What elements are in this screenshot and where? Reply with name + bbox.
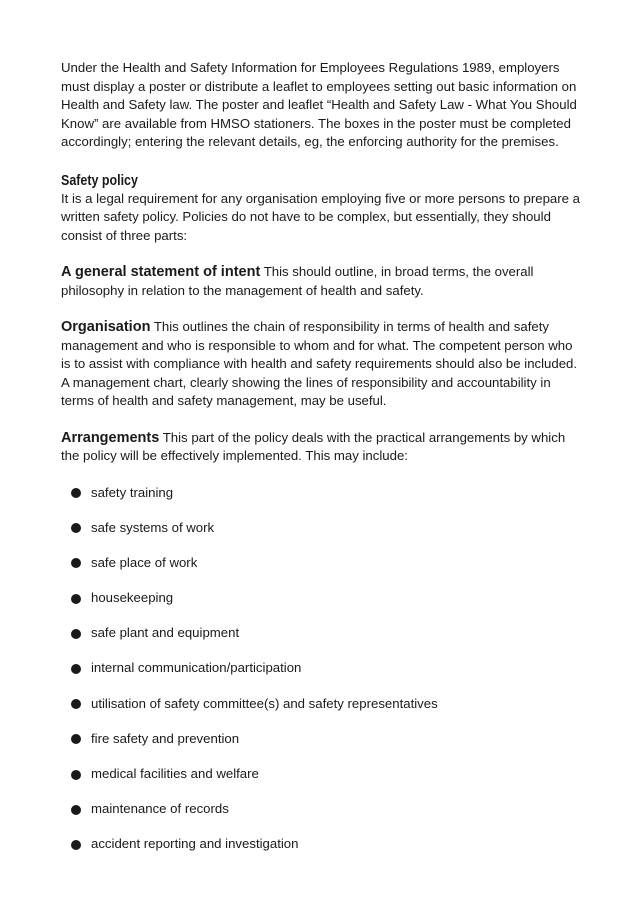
safety-policy-paragraph: It is a legal requirement for any organisation employing five or more persons to prepare a written safety policy. Policies do not have to be complex, but essentially, they should consist of three parts: — [61, 190, 580, 243]
bullet-icon — [71, 558, 81, 568]
list-item — [61, 554, 581, 572]
bullet-icon — [71, 734, 81, 744]
organisation-text: This outlines the chain of responsibility in terms of health and safety management and who is responsible to whom and for what. The competent person who is to assist with compliance with health and safety requirements should also be included. A management chart, clearly showing the lines of responsibility and accountability in terms of health and safety management, may be useful. — [61, 319, 578, 408]
bullet-icon — [71, 523, 81, 533]
list-item — [61, 624, 581, 642]
arrangements-text: This part of the policy deals with the practical arrangements by which the policy will be effectively implemented. This may include: — [61, 429, 566, 463]
arrangements-lead: Arrangements — [61, 429, 160, 446]
bullet-icon — [71, 699, 81, 709]
organisation-lead: Organisation — [61, 319, 151, 335]
list-item — [61, 835, 581, 853]
list-item — [61, 519, 581, 537]
bullet-icon — [71, 805, 81, 815]
list-item-label: accident reporting and investigation — [91, 836, 299, 852]
organisation-paragraph — [61, 318, 581, 411]
list-item-label: fire safety and prevention — [91, 730, 240, 746]
list-item-label: medical facilities and welfare — [91, 766, 259, 781]
list-item — [61, 589, 581, 607]
bullet-icon — [71, 664, 81, 674]
intro-paragraph: Under the Health and Safety Information for Employees Regulations 1989, employers must display a poster or distribute a leaflet to employees setting out basic information on Health and Safety law. The poster and leaflet “Health and Safety Law - What You Should Know” are available from HMSO stationers. The boxes in the poster must be completed accordingly; entering the relevant details, eg, the enforcing authority for the premises. — [61, 60, 577, 149]
document-page — [61, 59, 581, 853]
statement-of-intent-text: This should outline, in broad terms, the overall philosophy in relation to the management of health and safety. — [61, 264, 534, 298]
statement-of-intent-paragraph — [61, 263, 581, 300]
list-item-label: safe plant and equipment — [91, 625, 240, 641]
bullet-icon — [71, 594, 81, 604]
list-item-label: safe place of work — [91, 554, 198, 570]
arrangements-paragraph — [61, 429, 581, 466]
bullet-icon — [71, 770, 81, 780]
list-item — [61, 484, 581, 502]
arrangements-list — [61, 484, 581, 854]
list-item-label: safety training — [91, 484, 174, 500]
bullet-icon — [71, 629, 81, 639]
list-item-label: utilisation of safety committee(s) and safety representatives — [91, 695, 438, 711]
safety-policy-heading: Safety policy — [61, 172, 138, 189]
list-item-label: internal communication/participation — [91, 660, 302, 676]
list-item — [61, 730, 581, 748]
bullet-icon — [71, 840, 81, 850]
list-item — [61, 695, 581, 713]
bullet-icon — [71, 488, 81, 498]
list-item — [61, 765, 581, 783]
list-item-label: housekeeping — [91, 590, 174, 606]
statement-of-intent-lead: A general statement of intent — [61, 264, 261, 280]
list-item-label: maintenance of records — [91, 801, 229, 817]
list-item — [61, 659, 581, 677]
list-item-label: safe systems of work — [91, 519, 215, 535]
list-item — [61, 800, 581, 818]
